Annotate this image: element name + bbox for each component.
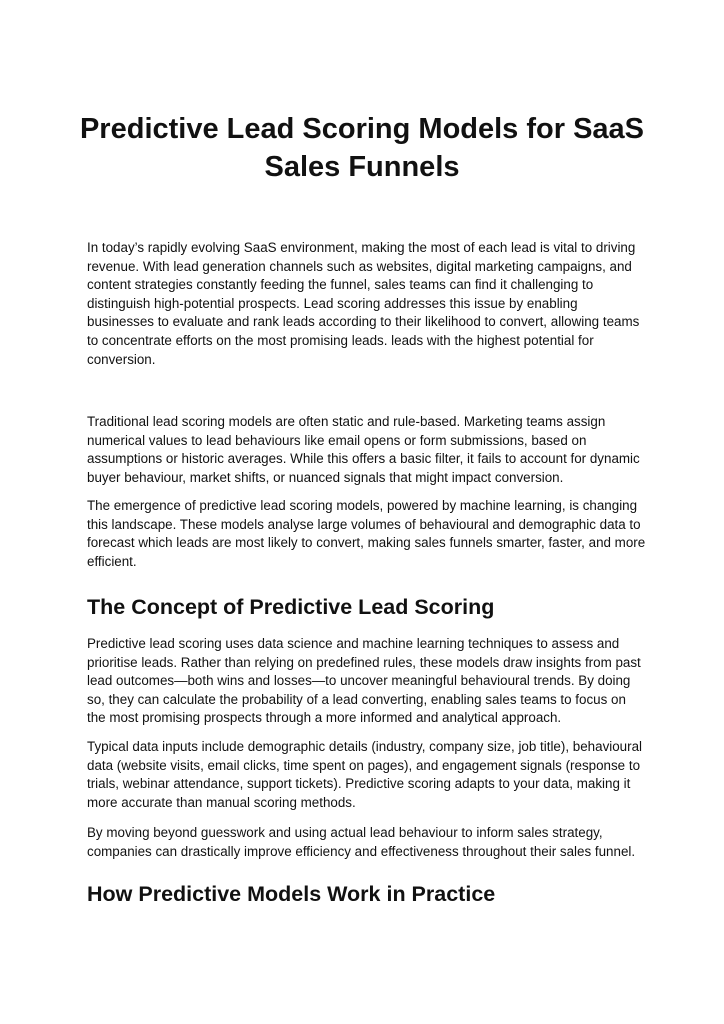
section-1-paragraph-1: Predictive lead scoring uses data science and machine learning techniques to assess and prioritise leads. Rather than relying on predefined rules, these models draw insights from past lead outcomes—both wins and losses—to uncover meaningful behavioural trends. By doing so, they can calculate the probability of a lead converting, enabling sales teams to focus on the most promising prospects through a more informed and analytical approach. xyxy=(87,636,641,726)
section-heading-predictive-lead-scoring: The Concept of Predictive Lead Scoring xyxy=(87,595,495,619)
section-1-paragraph-3: By moving beyond guesswork and using actual lead behaviour to inform sales strategy, companies can drastically improve efficiency and effectiveness throughout their sales funnel. xyxy=(87,825,636,859)
section-heading-how-models-work: How Predictive Models Work in Practice xyxy=(87,882,496,906)
document-title: Predictive Lead Scoring Models for SaaS Sales Funnels xyxy=(79,113,645,183)
intro-paragraph-3: The emergence of predictive lead scoring models, powered by machine learning, is changing this landscape. These models analyse large volumes of behavioural and demographic data to forecast which leads are most likely to convert, making sales funnels smarter, faster, and more efficient. xyxy=(87,498,646,569)
intro-paragraph-1: In today’s rapidly evolving SaaS environment, making the most of each lead is vital to driving revenue. With lead generation channels such as websites, digital marketing campaigns, and content strategies constantly feeding the funnel, sales teams can find it challenging to distinguish high-potential prospects. Lead scoring addresses this issue by enabling businesses to evaluate and rank leads according to their likelihood to convert, allowing teams to concentrate efforts on the most promising leads. leads with the highest potential for conversion. xyxy=(87,240,640,367)
section-1-paragraph-2: Typical data inputs include demographic details (industry, company size, job title), behavioural data (website visits, email clicks, time spent on pages), and engagement signals (response to trials, webinar attendance, support tickets). Predictive scoring adapts to your data, making it more accurate than manual scoring methods. xyxy=(87,739,643,810)
intro-paragraph-2: Traditional lead scoring models are often static and rule-based. Marketing teams assign numerical values to lead behaviours like email opens or form submissions, based on assumptions or historic averages. While this offers a basic filter, it fails to account for dynamic buyer behaviour, market shifts, or nuanced signals that might impact conversion. xyxy=(87,414,640,485)
